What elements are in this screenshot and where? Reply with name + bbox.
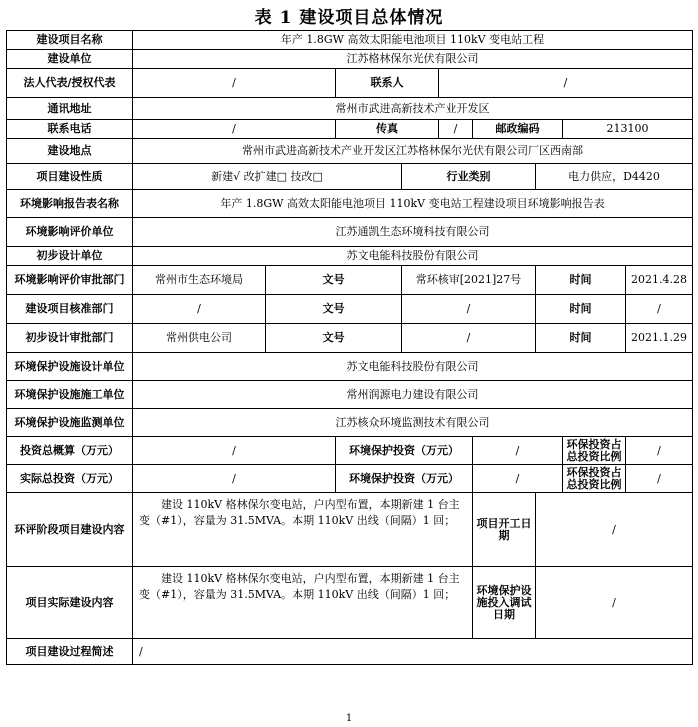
eia-approval-label: 环境影响评价审批部门: [7, 266, 133, 295]
table-row: [7, 295, 693, 324]
approval-dept-time-value: /: [626, 295, 693, 324]
nature-label: 项目建设性质: [7, 164, 133, 190]
postcode-value: 213100: [563, 120, 693, 139]
prelim-review-doc-value: /: [402, 324, 536, 353]
eia-content-value: 建设 110kV 格林保尔变电站，户内型布置，本期新建 1 台主变（#1），容量为 31.5MVA。本期 110kV 出线（间隔）1 回；: [133, 493, 473, 567]
site-label: 建设地点: [7, 139, 133, 164]
prelim-review-doc-label: 文号: [266, 324, 402, 353]
approval-dept-time-label: 时间: [536, 295, 626, 324]
project-overview-table: [6, 30, 693, 665]
table-row: [7, 324, 693, 353]
approval-dept-value: /: [133, 295, 266, 324]
eia-approval-time-value: 2021.4.28: [626, 266, 693, 295]
page-number: 1: [345, 713, 353, 724]
start-date-label: 项目开工日期: [473, 493, 536, 567]
budget-ratio-value: /: [626, 437, 693, 465]
env-construct-value: 常州润源电力建设有限公司: [133, 381, 693, 409]
prelim-review-time-label: 时间: [536, 324, 626, 353]
table-row: [7, 50, 693, 69]
contact-label: 联系人: [336, 69, 439, 98]
legal-rep-value: /: [133, 69, 336, 98]
table-row: [7, 266, 693, 295]
actual-env-label: 环境保护投资（万元）: [336, 465, 473, 493]
table-row: [7, 247, 693, 266]
env-monitor-value: 江苏核众环境监测技术有限公司: [133, 409, 693, 437]
start-date-value: /: [536, 493, 693, 567]
budget-env-value: /: [473, 437, 563, 465]
project-name-value: 年产 1.8GW 高效太阳能电池项目 110kV 变电站工程: [133, 31, 693, 50]
env-construct-label: 环境保护设施施工单位: [7, 381, 133, 409]
process-value: /: [133, 639, 693, 665]
eia-report-label: 环境影响报告表名称: [7, 190, 133, 218]
actual-label: 实际总投资（万元）: [7, 465, 133, 493]
table-row: [7, 98, 693, 120]
prelim-review-value: 常州供电公司: [133, 324, 266, 353]
actual-value: /: [133, 465, 336, 493]
table-row: [7, 493, 693, 567]
approval-dept-doc-value: /: [402, 295, 536, 324]
site-value: 常州市武进高新技术产业开发区江苏格林保尔光伏有限公司厂区西南部: [133, 139, 693, 164]
eia-report-value: 年产 1.8GW 高效太阳能电池项目 110kV 变电站工程建设项目环境影响报告表: [133, 190, 693, 218]
table-row: [7, 567, 693, 639]
approval-dept-doc-label: 文号: [266, 295, 402, 324]
actual-content-value: 建设 110kV 格林保尔变电站，户内型布置，本期新建 1 台主变（#1），容量为 31.5MVA。本期 110kV 出线（间隔）1 回；: [133, 567, 473, 639]
trial-date-value: /: [536, 567, 693, 639]
table-row: [7, 139, 693, 164]
construction-unit-label: 建设单位: [7, 50, 133, 69]
table-row: [7, 465, 693, 493]
prelim-design-label: 初步设计单位: [7, 247, 133, 266]
address-label: 通讯地址: [7, 98, 133, 120]
fax-label: 传真: [336, 120, 439, 139]
prelim-review-label: 初步设计审批部门: [7, 324, 133, 353]
trial-date-label: 环境保护设施投入调试日期: [473, 567, 536, 639]
table-title: 表 1 建设项目总体情况: [254, 8, 444, 28]
table-row: [7, 437, 693, 465]
eia-unit-value: 江苏通凯生态环境科技有限公司: [133, 218, 693, 247]
actual-ratio-label: 环保投资占总投资比例: [563, 465, 626, 493]
construction-unit-value: 江苏格林保尔光伏有限公司: [133, 50, 693, 69]
table-row: [7, 31, 693, 50]
table-row: [7, 381, 693, 409]
phone-value: /: [133, 120, 336, 139]
eia-approval-value: 常州市生态环境局: [133, 266, 266, 295]
budget-label: 投资总概算（万元）: [7, 437, 133, 465]
budget-value: /: [133, 437, 336, 465]
nature-value: 新建√ 改扩建□ 技改□: [133, 164, 402, 190]
fax-value: /: [439, 120, 473, 139]
table-row: [7, 353, 693, 381]
budget-env-label: 环境保护投资（万元）: [336, 437, 473, 465]
postcode-label: 邮政编码: [473, 120, 563, 139]
industry-value: 电力供应，D4420: [536, 164, 693, 190]
eia-approval-doc-value: 常环核审[2021]27号: [402, 266, 536, 295]
eia-approval-time-label: 时间: [536, 266, 626, 295]
table-row: [7, 69, 693, 98]
env-design-label: 环境保护设施设计单位: [7, 353, 133, 381]
env-monitor-label: 环境保护设施监测单位: [7, 409, 133, 437]
eia-unit-label: 环境影响评价单位: [7, 218, 133, 247]
env-design-value: 苏文电能科技股份有限公司: [133, 353, 693, 381]
process-label: 项目建设过程简述: [7, 639, 133, 665]
actual-content-label: 项目实际建设内容: [7, 567, 133, 639]
table-row: [7, 190, 693, 218]
approval-dept-label: 建设项目核准部门: [7, 295, 133, 324]
prelim-review-time-value: 2021.1.29: [626, 324, 693, 353]
legal-rep-label: 法人代表/授权代表: [7, 69, 133, 98]
actual-ratio-value: /: [626, 465, 693, 493]
table-row: [7, 164, 693, 190]
project-name-label: 建设项目名称: [7, 31, 133, 50]
industry-label: 行业类别: [402, 164, 536, 190]
table-row: [7, 218, 693, 247]
table-row: [7, 120, 693, 139]
eia-approval-doc-label: 文号: [266, 266, 402, 295]
actual-env-value: /: [473, 465, 563, 493]
contact-value: /: [439, 69, 693, 98]
address-value: 常州市武进高新技术产业开发区: [133, 98, 693, 120]
table-row: [7, 409, 693, 437]
budget-ratio-label: 环保投资占总投资比例: [563, 437, 626, 465]
prelim-design-value: 苏文电能科技股份有限公司: [133, 247, 693, 266]
phone-label: 联系电话: [7, 120, 133, 139]
table-row: [7, 639, 693, 665]
eia-content-label: 环评阶段项目建设内容: [7, 493, 133, 567]
